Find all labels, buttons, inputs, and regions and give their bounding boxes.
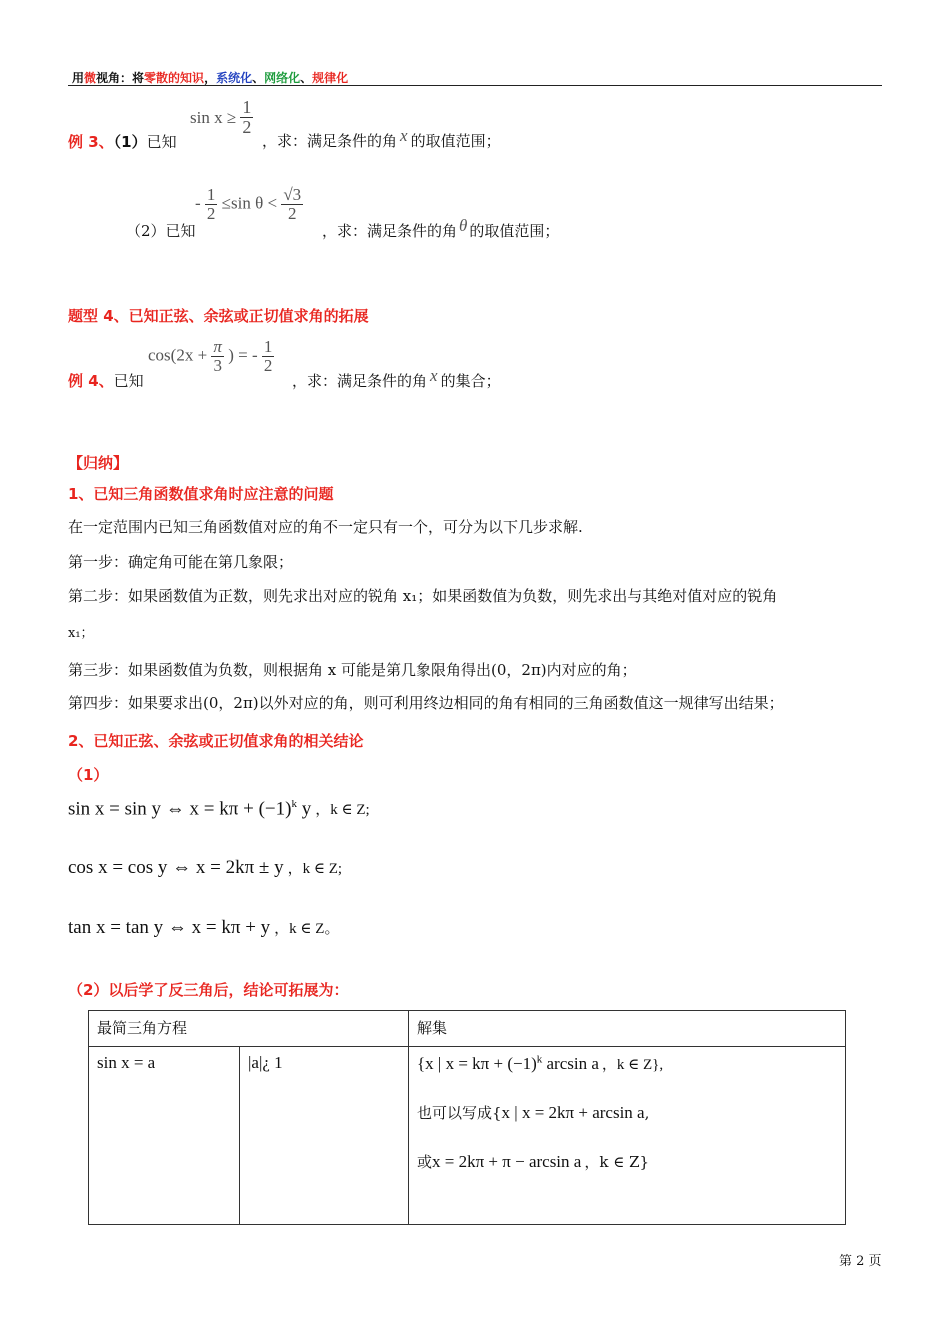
example4-tail (292, 366, 501, 391)
fraction-num: 1 (206, 185, 216, 204)
table-header-solution: 解集 (409, 1011, 846, 1047)
formula-b: ) = - (228, 345, 258, 365)
formula-sin-k: ，k ∈ Z; (315, 802, 370, 819)
table-header-equation: 最简三角方程 (89, 1011, 409, 1047)
header-divider (68, 85, 882, 86)
summary-p1: 在一定范围内已知三角函数值对应的角不一定只有一个，可分为以下几步求解. (68, 518, 583, 536)
tail-text: ，求：满足条件的角 (322, 222, 458, 240)
formula-cos-k: ，k ∈ Z; (287, 861, 343, 877)
example3-part2-tail (322, 216, 560, 241)
page-header (72, 69, 348, 86)
example3-known: 已知 (146, 133, 177, 151)
var-x: x (430, 366, 438, 385)
fraction-num: 1 (263, 337, 273, 356)
formula-tan-k: ，k ∈ Z。 (274, 921, 340, 937)
fraction-den: 2 (281, 204, 303, 223)
fraction-root3 (281, 186, 303, 223)
summary-p3-cont: x₁； (68, 626, 94, 641)
summary-heading: 【归纳】 (68, 454, 129, 472)
tail-text: 的取值范围； (410, 132, 501, 150)
fraction-den: 3 (211, 356, 224, 375)
solution-line1-sup: k (536, 1053, 543, 1066)
fraction-half (205, 186, 218, 223)
solution-line3 (417, 1151, 837, 1172)
solution-line3-prefix: 或 (417, 1153, 433, 1171)
solution-line1-k: ，k ∈ Z}, (601, 1057, 664, 1073)
fraction-pi3 (211, 338, 224, 375)
solution-line2-tail: , (644, 1104, 650, 1122)
formula-a: cos(2x + (148, 345, 208, 365)
formula-sin-tail: y (296, 798, 312, 820)
example4-label (68, 371, 144, 391)
example3-part1 (68, 98, 177, 151)
fraction-num: π (213, 337, 222, 356)
fraction-num: √3 (283, 185, 302, 204)
example3-label: 例 3、 (68, 133, 114, 151)
formula-cos-main: cos x = cos y ⇔ x = 2kπ ± y (68, 857, 284, 878)
example4-formula (148, 338, 274, 375)
header-part: ， (204, 71, 217, 85)
fraction-num: 1 (242, 97, 252, 117)
tail-text: ，求：满足条件的角 (262, 132, 398, 150)
summary-section2-title: 2、已知正弦、余弦或正切值求角的相关结论 (68, 732, 364, 750)
solution-line3-main: x = 2kπ + π − arcsin a (432, 1152, 582, 1171)
tail-text: ，求：满足条件的角 (292, 372, 428, 390)
solution-line1-main: {x | x = kπ + (−1) (417, 1054, 537, 1073)
header-part: 用 (72, 71, 85, 85)
summary-p4: 第三步：如果函数值为负数，则根据角 x 可能是第几象限角得出(0，2π)内对应的角； (68, 661, 637, 679)
formula-cos (68, 857, 342, 879)
formula-sin-sup: k (291, 798, 297, 810)
fraction-half (262, 338, 275, 375)
example4-known: 已知 (113, 372, 144, 390)
header-part: 规律化 (312, 71, 349, 85)
fraction-den: 2 (242, 116, 252, 137)
header-part: 、 (252, 71, 265, 85)
formula-sin (68, 798, 370, 820)
summary-sub1: （1） (68, 766, 109, 784)
type4-title: 题型 4、已知正弦、余弦或正切值求角的拓展 (68, 307, 369, 325)
header-part: 微 (84, 71, 97, 85)
header-part: 视角：将 (96, 71, 145, 85)
minus-sign: - (195, 193, 201, 213)
table-header-row (89, 1011, 846, 1047)
example3-part2-label (126, 221, 196, 241)
formula-mid: ≤sin θ < (221, 193, 278, 213)
example3-formula2 (195, 186, 303, 223)
solution-line3-k: ，k ∈ Z} (584, 1153, 650, 1171)
table-row (89, 1047, 846, 1225)
summary-p5: 第四步：如果要求出(0，2π)以外对应的角，则可利用终边相同的角有相同的三角函数值这一规律写出结果； (68, 694, 784, 712)
tail-text: 的集合； (440, 372, 501, 390)
header-part: 系统化 (216, 71, 253, 85)
header-part: 网络化 (264, 71, 301, 85)
table-cell-solution (409, 1047, 846, 1225)
solution-line2-main: x | x = 2kπ + arcsin a (501, 1103, 645, 1122)
fraction-den: 2 (263, 355, 273, 375)
formula-tan-main: tan x = tan y ⇔ x = kπ + y (68, 917, 271, 938)
header-part: 零散的知识 (144, 71, 205, 85)
table-cell-condition: |a|¿ 1 (240, 1047, 409, 1225)
solution-table (88, 1010, 846, 1225)
page-number: 第 2 页 (839, 1254, 882, 1269)
fraction-half (240, 98, 253, 137)
summary-p2: 第一步：确定角可能在第几象限； (68, 553, 294, 571)
fraction-den: 2 (206, 203, 216, 223)
solution-line2-prefix: 也可以写成{ (417, 1104, 502, 1122)
header-part: 、 (300, 71, 313, 85)
solution-line1-tail: arcsin a (542, 1054, 599, 1073)
var-theta: θ (459, 216, 468, 235)
part2-label: （2）已知 (126, 222, 196, 240)
example4-label-text: 例 4、 (68, 372, 114, 390)
tail-text: 的取值范围； (469, 222, 560, 240)
summary-p3: 第二步：如果函数值为正数，则先求出对应的锐角 x₁；如果函数值为负数，则先求出与其绝对值对应的锐角 (68, 587, 778, 605)
var-x: x (400, 126, 408, 145)
example3-part1-label: （1） (113, 133, 147, 151)
formula-sin-main: sin x = sin y ⇔ x = kπ + (−1) (68, 798, 292, 820)
table-cell-equation: sin x = a (89, 1047, 240, 1225)
formula-lhs: sin x ≥ (190, 108, 237, 128)
solution-line1 (417, 1053, 837, 1074)
formula-tan (68, 917, 339, 939)
summary-section1-title: 1、已知三角函数值求角时应注意的问题 (68, 485, 334, 503)
example3-formula1 (190, 98, 253, 137)
example3-part1-tail (262, 126, 501, 151)
summary-sub2: （2）以后学了反三角后，结论可拓展为： (68, 981, 349, 999)
solution-line2 (417, 1102, 837, 1123)
